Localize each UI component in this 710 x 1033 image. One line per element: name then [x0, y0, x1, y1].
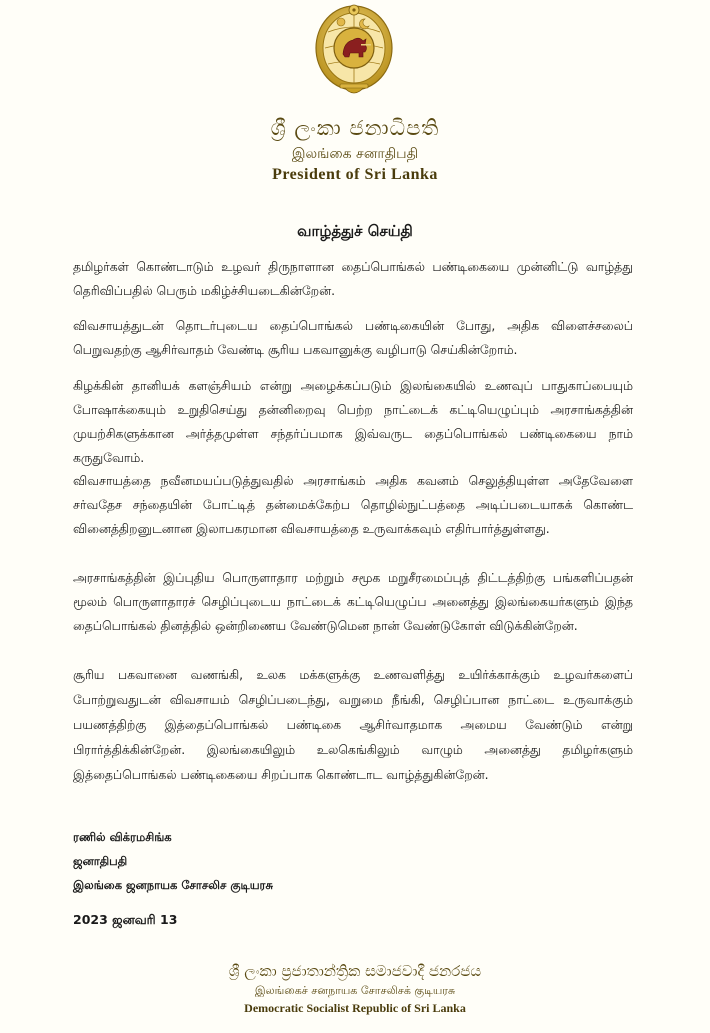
document-date: 2023 ஜனவரி 13: [73, 912, 178, 927]
message-paragraph-5: அரசாங்கத்தின் இப்புதிய பொருளாதார மற்றும் சமூக மறுசீரமைப்புத் திட்டத்திற்கு பங்களிப்பதன் மூலம் பொருளாதாரச் செழிப்புடைய நாட்டைக் கட்டியெழுப்ப அனைத்து இலங்கையர்களும் இந்த தைப்பொங்கல் தினத்தில் ஒன்றிணைய வேண்டுமென நான் வேண்டுகோள் விடுக்கின்றேன்.: [73, 570, 633, 633]
signatory-title: ஜனாதிபதி: [73, 854, 128, 868]
signatory-name: ரணில் விக்ரமசிங்க: [73, 830, 172, 844]
message-paragraph-4: விவசாயத்தை நவீனமயப்படுத்துவதில் அரசாங்கம் அதிக கவனம் செலுத்தியுள்ள அதேவேளை சர்வதேச சந்தையின் போட்டித் தன்மைக்கேற்ப தொழில்நுட்பத்தை அடிப்படையாகக் கொண்ட வினைத்திறனுடனான இலாபகரமான விவசாயத்தை உருவாக்கவும் எதிர்பார்த்துள்ளது.: [73, 473, 633, 536]
footer-republic-english: Democratic Socialist Republic of Sri Lanka: [244, 1001, 466, 1015]
office-title-tamil: இலங்கை சனாதிபதி: [291, 146, 419, 162]
document-title: வாழ்த்துச் செய்தி: [297, 222, 413, 240]
footer-republic-tamil: இலங்கைச் சனநாயக சோசலிசக் குடியரசு: [254, 984, 456, 997]
message-paragraph-3: கிழக்கின் தானியக் களஞ்சியம் என்று அழைக்கப்படும் இலங்கையில் உணவுப் பாதுகாப்பையும் போஷாக்கையும் உறுதிசெய்து தன்னிறைவு பெற்ற நாட்டைக் கட்டியெழுப்பும் அரசாங்கத்தின் முயற்சிகளுக்கான அர்த்தமுள்ள சந்தர்ப்பமாக இவ்வருட தைப்பொங்கல் பண்டிகையை நாம் கருதுவோம்.: [73, 378, 633, 465]
footer-republic-sinhala: ශ්‍රී ලංකා ප්‍රජාතාන්ත්‍රික සමාජවාදී ජනරජය: [228, 962, 482, 980]
sri-lanka-emblem-icon: [313, 2, 395, 100]
signatory-country: இலங்கை ஜனநாயக சோசலிச குடியரசு: [73, 878, 273, 892]
office-title-sinhala: ශ්‍රී ලංකා ජනාධිපති: [270, 116, 440, 140]
message-paragraph-2: விவசாயத்துடன் தொடர்புடைய தைப்பொங்கல் பண்டிகையின் போது, அதிக விளைச்சலைப் பெறுவதற்கு ஆசிர்வாதம் வேண்டி சூரிய பகவானுக்கு வழிபாடு செய்கின்றோம்.: [73, 318, 633, 357]
message-paragraph-6: சூரிய பகவானை வணங்கி, உலக மக்களுக்கு உணவளித்து உயிர்க்காக்கும் உழவர்களைப் போற்றுவதுடன் விவசாயம் செழிப்படைந்து, வறுமை நீங்கி, செழிப்பான நாட்டை உருவாக்கும் பயணத்திற்கு இத்தைப்பொங்கல் பண்டிகை ஆசிர்வாதமாக அமைய வேண்டும் என்று பிரார்த்திக்கின்றேன். இலங்கையிலும் உலகெங்கிலும் வாழும் அனைத்து தமிழர்களும் இத்தைப்பொங்கல் பண்டிகையை சிறப்பாக கொண்டாட வாழ்த்துகின்றேன்.: [73, 667, 633, 782]
message-paragraph-1: தமிழர்கள் கொண்டாடும் உழவர் திருநாளான தைப்பொங்கல் பண்டிகையை முன்னிட்டு வாழ்த்து தெரிவிப்பதில் பெரும் மகிழ்ச்சியடைகின்றேன்.: [73, 259, 633, 298]
office-title-english: President of Sri Lanka: [272, 166, 438, 183]
